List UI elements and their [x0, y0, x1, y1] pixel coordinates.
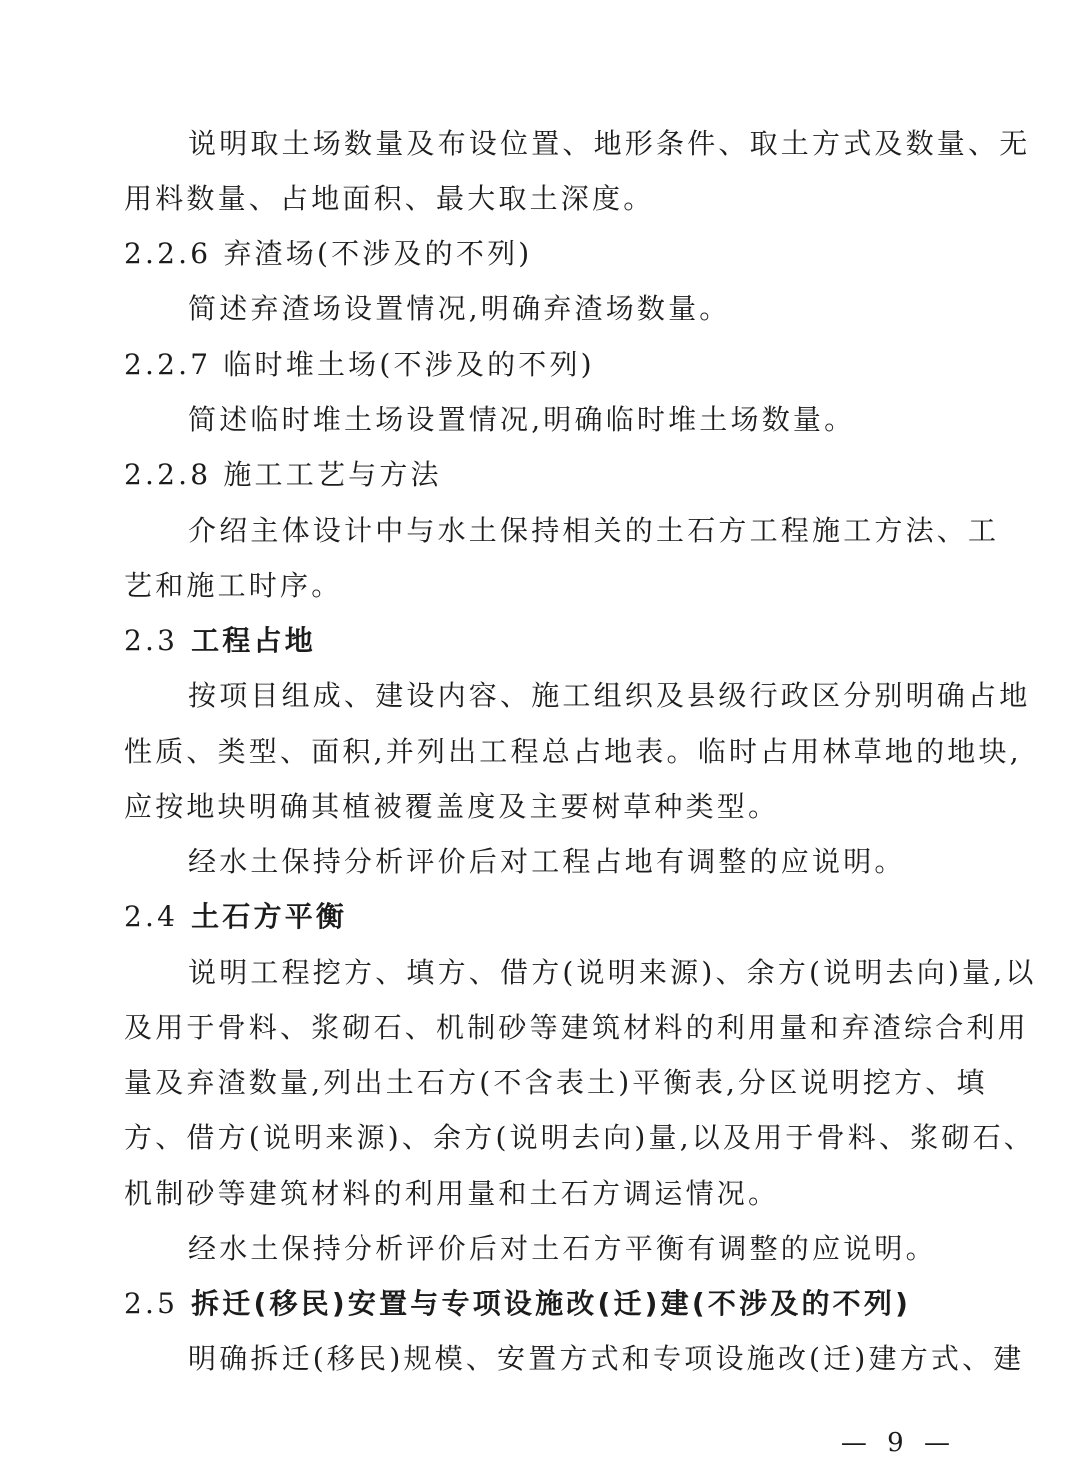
paragraph-line: 用料数量、占地面积、最大取土深度。: [124, 182, 655, 215]
paragraph-line: 说明工程挖方、填方、借方(说明来源)、余方(说明去向)量,以: [188, 956, 1037, 989]
section-heading-2-2-8: 2.2.8 施工工艺与方法: [124, 458, 442, 491]
section-title: 土石方平衡: [191, 900, 348, 933]
paragraph-line: 方、借方(说明来源)、余方(说明去向)量,以及用于骨料、浆砌石、: [124, 1121, 1035, 1154]
section-heading-2-2-6: 2.2.6 弃渣场(不涉及的不列): [124, 237, 533, 270]
paragraph-line: 介绍主体设计中与水土保持相关的土石方工程施工方法、工: [188, 514, 1000, 547]
section-heading-2-3: [124, 621, 990, 661]
paragraph-line: 按项目组成、建设内容、施工组织及县级行政区分别明确占地: [188, 679, 1031, 712]
paragraph-line: 经水土保持分析评价后对土石方平衡有调整的应说明。: [188, 1232, 937, 1265]
section-heading-2-2-7: 2.2.7 临时堆土场(不涉及的不列): [124, 348, 595, 381]
paragraph-line: 量及弃渣数量,列出土石方(不含表土)平衡表,分区说明挖方、填: [124, 1066, 988, 1099]
paragraph-line: 性质、类型、面积,并列出工程总占地表。临时占用林草地的地块,: [124, 735, 1022, 768]
section-heading-2-5: [124, 1284, 990, 1324]
section-number: 2.5: [124, 1287, 179, 1320]
page-number: — 9 —: [840, 1428, 956, 1458]
section-title: 工程占地: [191, 624, 316, 657]
paragraph-line: 经水土保持分析评价后对工程占地有调整的应说明。: [188, 845, 906, 878]
paragraph-line: 机制砂等建筑材料的利用量和土石方调运情况。: [124, 1177, 780, 1210]
section-number: 2.4: [124, 900, 179, 933]
paragraph-line: 明确拆迁(移民)规模、安置方式和专项设施改(迁)建方式、建: [188, 1342, 1025, 1375]
paragraph-line: 说明取土场数量及布设位置、地形条件、取土方式及数量、无: [188, 127, 1031, 160]
section-number: 2.3: [124, 624, 179, 657]
section-title: 拆迁(移民)安置与专项设施改(迁)建(不涉及的不列): [191, 1287, 912, 1320]
paragraph-line: 艺和施工时序。: [124, 569, 343, 602]
paragraph-line: 及用于骨料、浆砌石、机制砂等建筑材料的利用量和弃渣综合利用: [124, 1011, 1029, 1044]
section-heading-2-4: [124, 897, 990, 937]
paragraph-line: 应按地块明确其植被覆盖度及主要树草种类型。: [124, 790, 780, 823]
paragraph-line: 简述临时堆土场设置情况,明确临时堆土场数量。: [188, 403, 856, 436]
paragraph-line: 简述弃渣场设置情况,明确弃渣场数量。: [188, 292, 731, 325]
